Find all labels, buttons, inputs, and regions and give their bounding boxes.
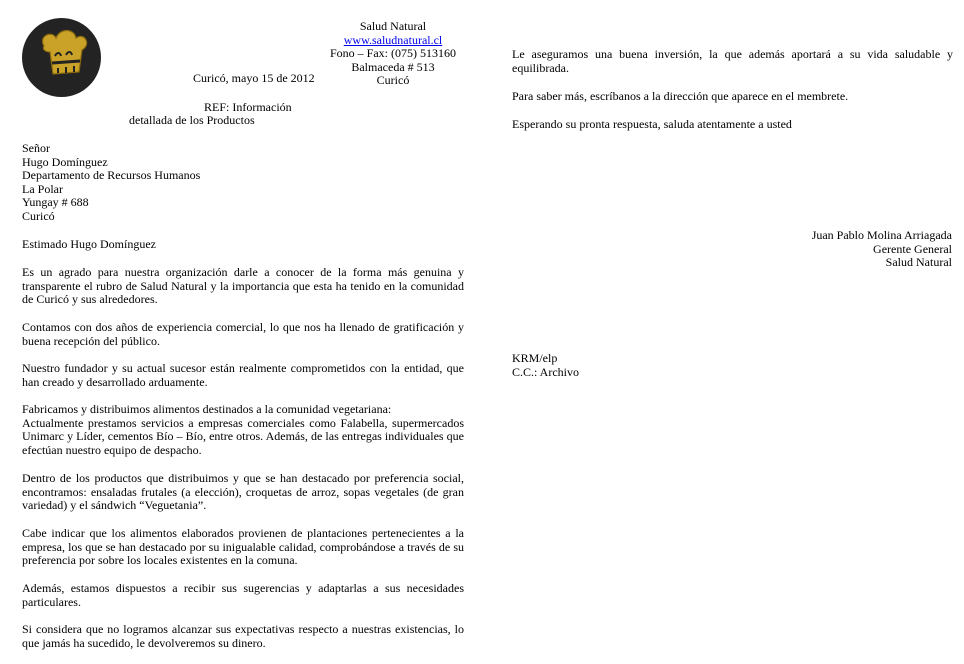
paragraph-line: transparente el rubro de Salud Natural y la importancia que esta ha tenido en la comunidad (22, 278, 464, 293)
carbon-copy: C.C.: Archivo (512, 364, 580, 379)
paragraph-products (22, 403, 464, 457)
paragraph-quality (22, 527, 464, 568)
recipient-department: Departamento de Recursos Humanos (22, 168, 201, 183)
company-name: Salud Natural (359, 19, 427, 33)
paragraph-line: particulares. (22, 594, 81, 609)
paragraph-featured (22, 472, 464, 513)
paragraph-line: Fabricamos y distribuimos alimentos destinados a la comunidad vegetariana: (22, 402, 392, 416)
letterhead (318, 20, 468, 88)
recipient-block (22, 142, 200, 224)
greeting: Estimado Hugo Domínguez (22, 237, 156, 251)
paragraph-suggestions (22, 582, 464, 609)
paragraph-line: empresa, los que se han destacado por su inigualable calidad, comprobándose a través de su (22, 539, 464, 554)
company-address: Balmaceda # 513 (351, 59, 435, 74)
paragraph-line: Nuestro fundador y su actual sucesor están realmente comprometidos con la entidad, que (22, 361, 464, 375)
paragraph-line: Actualmente prestamos servicios a empresas comerciales como Falabella, supermercados (22, 415, 464, 430)
paragraph-closing (512, 118, 953, 132)
recipient-city: Curicó (22, 208, 55, 223)
paragraph-line: Contamos con dos años de experiencia comercial, lo que nos ha llenado de gratificación y (22, 320, 464, 334)
paragraph-line: buena recepción del público. (22, 333, 160, 348)
paragraph-line: Es un agrado para nuestra organización darle a conocer de la forma más genuina y (22, 265, 464, 279)
paragraph-line: que jamás ha sucedido, le devolveremos su dinero. (22, 635, 266, 650)
paragraph-line: Para saber más, escríbanos a la dirección que aparece en el membrete. (512, 89, 849, 103)
recipient-street: Yungay # 688 (22, 195, 89, 210)
website-link[interactable]: www.saludnatural.cl (343, 32, 443, 47)
paragraph-line: Cabe indicar que los alimentos elaborados provienen de plantaciones pertenecientes a la (22, 526, 464, 540)
paragraph-contact (512, 90, 953, 104)
footer-block (512, 352, 579, 379)
paragraph-founder (22, 362, 464, 389)
recipient-company: La Polar (22, 181, 63, 196)
paragraph-line: Dentro de los productos que distribuimos y que se han destacado por preferencia social, (22, 471, 464, 485)
paragraph-line: efectúan nuestro equipo de despacho. (22, 442, 202, 457)
phone-fax: Fono – Fax: (075) 513160 (330, 46, 456, 61)
paragraph-intro (22, 266, 464, 307)
paragraph-investment (512, 48, 953, 75)
paragraph-line: variedad) y el sándwich “Veguetania”. (22, 498, 207, 513)
company-city: Curicó (376, 73, 410, 88)
paragraph-refund (22, 623, 464, 650)
paragraph-line: Unimarc y Líder, cementos Bío – Bío, entre otros. Además, de las entregas individuales que (22, 429, 464, 444)
recipient-salutation: Señor (22, 141, 50, 155)
signer-title: Gerente General (873, 241, 952, 256)
reference-line-2: detallada de los Productos (129, 113, 255, 127)
signer-company: Salud Natural (885, 255, 952, 270)
chef-hat-icon (22, 18, 101, 97)
company-logo (22, 18, 101, 97)
paragraph-line: de Curicó y sus alrededores. (22, 292, 158, 307)
recipient-name: Hugo Domínguez (22, 154, 108, 169)
typist-initials: KRM/elp (512, 351, 558, 365)
paragraph-line: Si considera que no logramos alcanzar sus expectativas respecto a nuestras existencias, lo (22, 622, 464, 636)
signer-name: Juan Pablo Molina Arriagada (811, 228, 952, 242)
paragraph-line: han creado y desarrollado arduamente. (22, 374, 208, 389)
reference-line-1: REF: Información (204, 100, 292, 114)
paragraph-line: Además, estamos dispuestos a recibir sus sugerencias y adaptarlas a sus necesidades (22, 581, 464, 595)
signature-block (812, 229, 952, 270)
paragraph-line: preferencia por sobre los locales existentes en la comuna. (22, 553, 298, 568)
paragraph-line: Le aseguramos una buena inversión, la que además aportará a su vida saludable y (512, 47, 953, 61)
paragraph-line: Esperando su pronta respuesta, saluda atentamente a usted (512, 117, 792, 131)
letter-date: Curicó, mayo 15 de 2012 (193, 71, 315, 85)
paragraph-line: encontramos: ensaladas frutales (a elección), croquetas de arroz, sopas vegetales (de gran (22, 484, 464, 499)
paragraph-experience (22, 321, 464, 348)
paragraph-line: equilibrada. (512, 60, 569, 75)
